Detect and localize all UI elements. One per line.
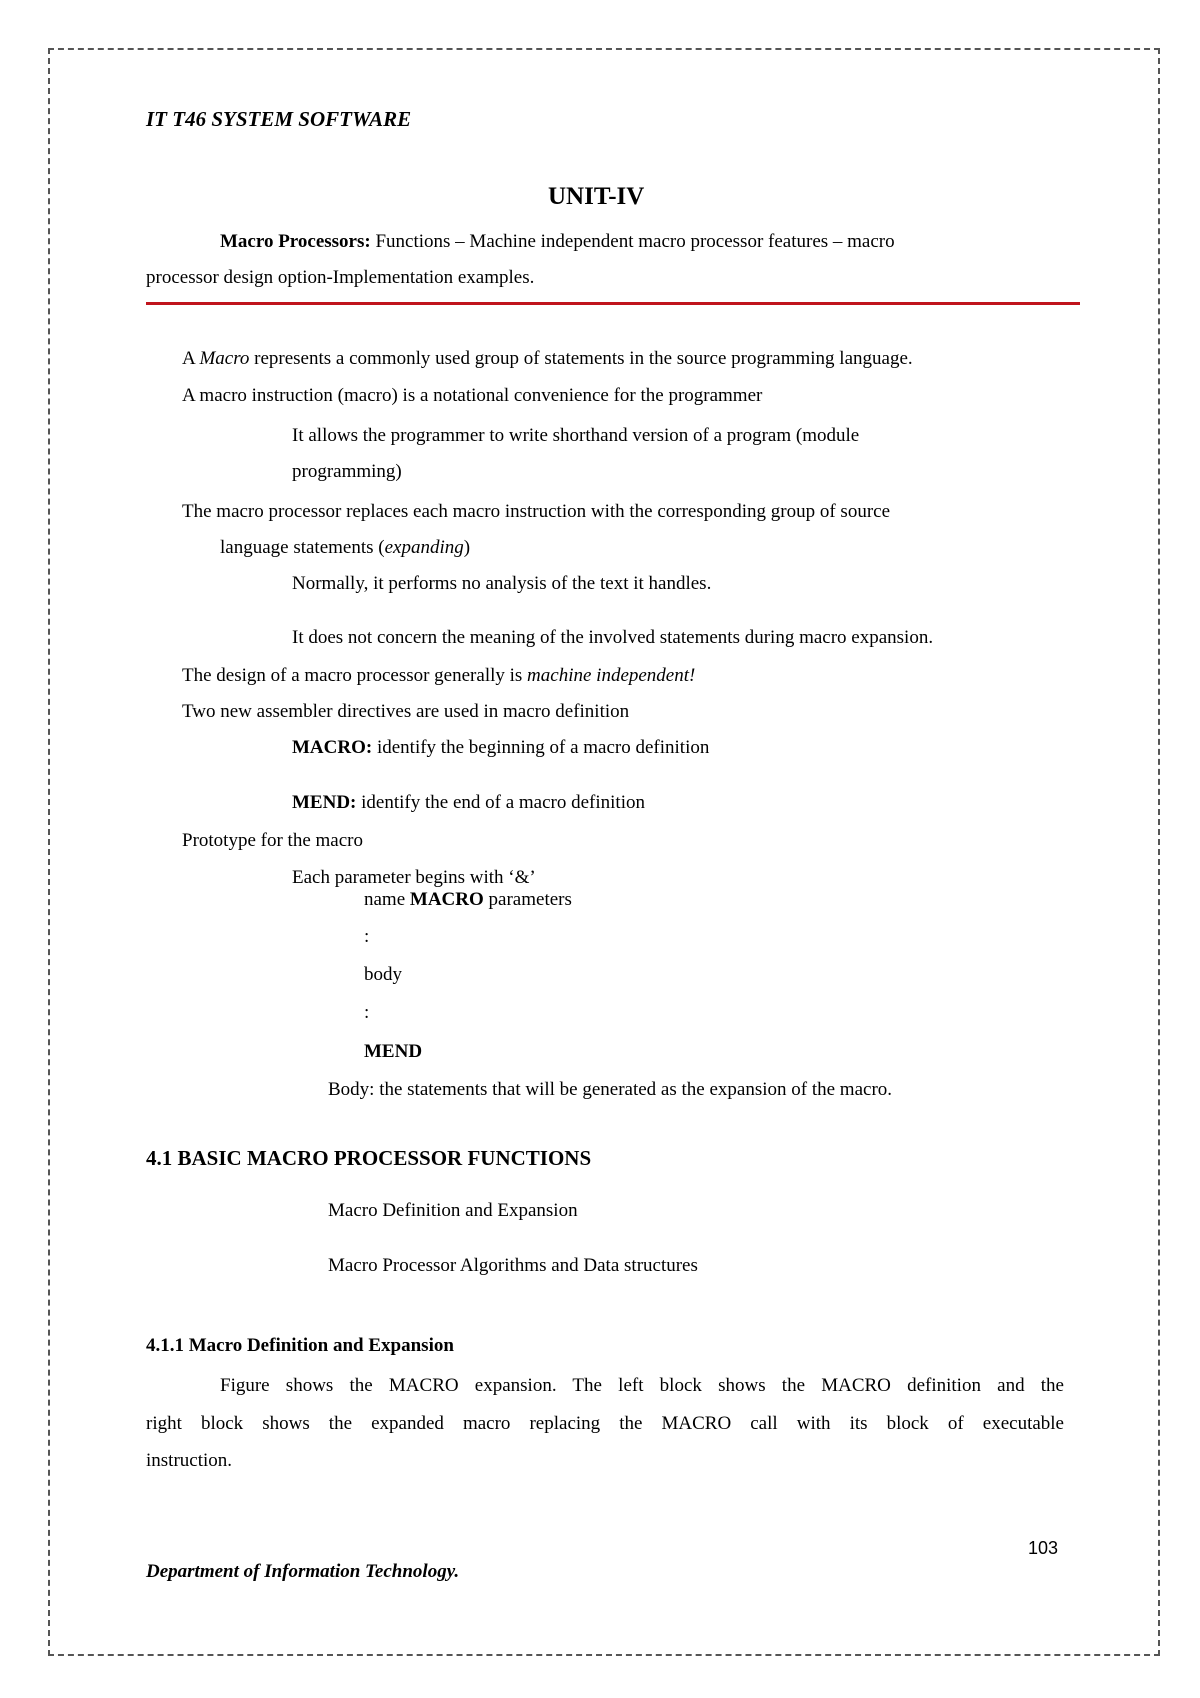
- term-expanding: expanding: [384, 537, 464, 558]
- section-item-1: Macro Definition and Expansion: [328, 1200, 578, 1221]
- prototype-colon-1: :: [364, 926, 370, 947]
- prototype-body: body: [364, 964, 402, 985]
- paragraph-directives: Two new assembler directives are used in macro definition: [182, 701, 630, 722]
- paragraph-processor-replaces: The macro processor replaces each macro instruction with the corresponding group of source: [182, 501, 891, 522]
- bullet-no-meaning: It does not concern the meaning of the involved statements during macro expansion.: [292, 627, 934, 648]
- subsection-heading: 4.1.1 Macro Definition and Expansion: [146, 1335, 454, 1356]
- syllabus-text: Functions – Machine independent macro processor features – macro: [370, 231, 895, 252]
- body-description: Body: the statements that will be generated as the expansion of the macro.: [328, 1079, 893, 1100]
- term-macro: Macro: [199, 348, 250, 369]
- department-footer: Department of Information Technology.: [146, 1561, 460, 1582]
- course-title: IT T46 SYSTEM SOFTWARE: [146, 107, 412, 131]
- prototype-macro-keyword: MACRO: [409, 889, 484, 910]
- header-divider: [146, 302, 1080, 305]
- term-machine-independent: machine independent!: [527, 665, 696, 686]
- bullet-parameter-note: Each parameter begins with ‘&’: [292, 867, 536, 888]
- syllabus-line-1: [220, 230, 895, 254]
- prototype-mend: MEND: [364, 1041, 423, 1062]
- syllabus-lead: Macro Processors:: [220, 231, 371, 252]
- paragraph-macro-instruction: A macro instruction (macro) is a notational convenience for the programmer: [182, 385, 763, 406]
- keyword-mend: MEND:: [292, 792, 357, 813]
- paragraph-processor-replaces-cont: language statements (expanding): [220, 537, 471, 558]
- paragraph-macro-definition: A Macro represents a commonly used group of statements in the source programming language.: [182, 348, 913, 369]
- page-number: 103: [1028, 1538, 1059, 1558]
- figure-paragraph-line-3: instruction.: [146, 1450, 233, 1471]
- keyword-macro: MACRO:: [292, 737, 373, 758]
- bullet-shorthand-line-1: It allows the programmer to write shorthand version of a program (module: [292, 425, 860, 446]
- figure-paragraph-line-2: right block shows the expanded macro replacing the MACRO call with its block of executable: [146, 1413, 1064, 1434]
- section-item-2: Macro Processor Algorithms and Data structures: [328, 1255, 698, 1276]
- bullet-no-analysis: Normally, it performs no analysis of the text it handles.: [292, 573, 712, 594]
- bullet-shorthand-line-2: programming): [292, 461, 402, 482]
- paragraph-machine-independent: The design of a macro processor generally is machine independent!: [182, 665, 696, 686]
- prototype-colon-2: :: [364, 1002, 370, 1023]
- prototype-signature: name MACRO parameters: [364, 889, 572, 910]
- figure-paragraph-line-1: Figure shows the MACRO expansion. The left block shows the MACRO definition and the: [220, 1375, 1064, 1396]
- syllabus-line-2: processor design option-Implementation examples.: [146, 267, 535, 288]
- directive-mend: MEND: identify the end of a macro definition: [292, 792, 645, 813]
- paragraph-prototype: Prototype for the macro: [182, 830, 363, 851]
- section-heading: 4.1 BASIC MACRO PROCESSOR FUNCTIONS: [146, 1146, 592, 1170]
- directive-macro: MACRO: identify the beginning of a macro definition: [292, 737, 710, 758]
- unit-title: UNIT-IV: [548, 183, 645, 210]
